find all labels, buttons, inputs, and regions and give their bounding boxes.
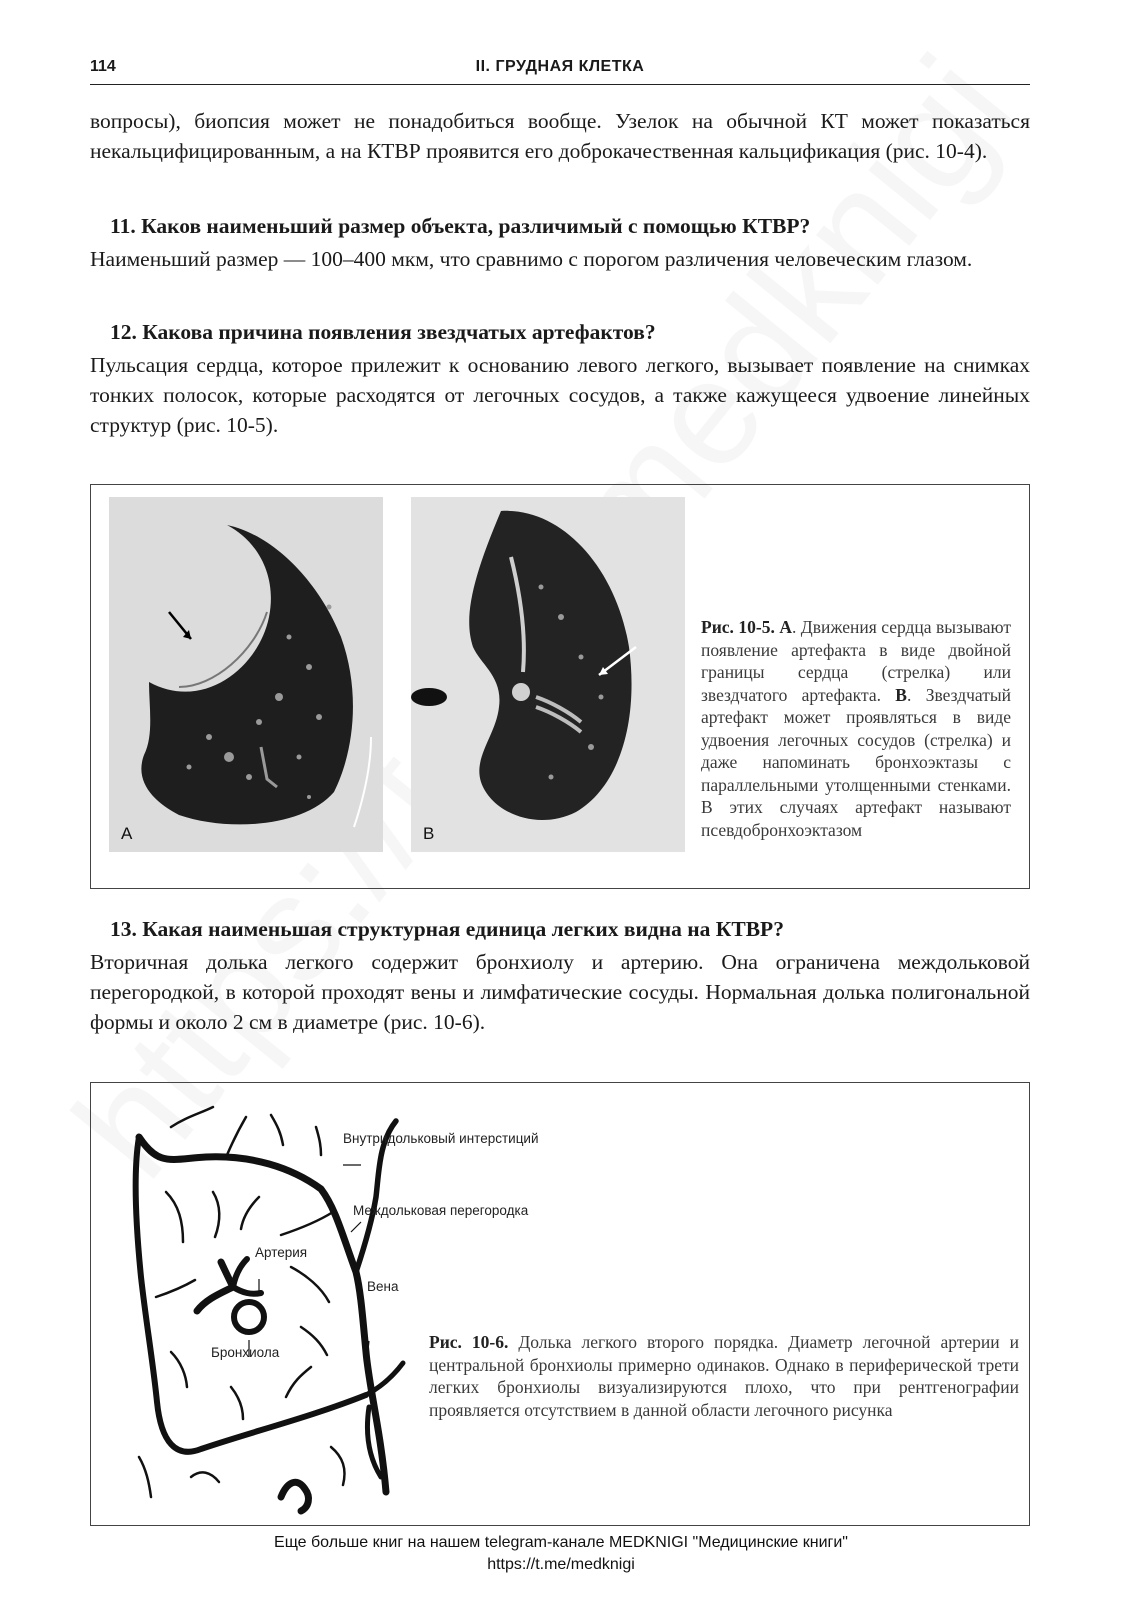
question-11-answer: Наименьший размер — 100–400 мкм, что сравнимо с порогом различения человеческим глазом. [90, 247, 973, 271]
ct-image-b [411, 497, 685, 852]
figure-10-5-caption-a: А [779, 617, 792, 637]
label-bronchiole: Бронхиола [211, 1345, 280, 1360]
figure-10-5-caption-b: В [895, 684, 907, 705]
label-artery: Артерия [255, 1245, 308, 1260]
figure-10-5 [90, 484, 1030, 889]
question-12-answer: Пульсация сердца, которое прилежит к основанию левого легкого, вызывает появление на снимках тонких полосок, которые расходятся от легочных сосудов, а также кажущееся удвоение линейных структур (рис. 10-5). [90, 353, 1030, 437]
question-13-answer: Вторичная долька легкого содержит бронхиолу и артерию. Она ограничена междольковой перегородкой, в которой проходят вены и лимфатические сосуды. Нормальная долька полигональной формы и около 2 см в диаметре (рис. 10-6). [90, 950, 1030, 1034]
lobule-diagram [111, 1097, 541, 1517]
figure-10-5-caption-b-text: . Звездчатый артефакт может проявляться в виде удвоения легочных сосудов (стрелка) и даже напоминать бронхоэктазы с параллельными утолщенными стенками. В этих случаях артефакт называют псевдобронхоэктазом [701, 684, 1011, 840]
footer-link[interactable]: https://t.me/medknigi [487, 1556, 635, 1573]
question-11-title: 11. Каков наименьший размер объекта, различимый с помощью КТВР? [110, 214, 811, 238]
figure-10-6-caption [429, 1331, 1019, 1421]
panel-b-label: B [423, 824, 435, 843]
running-head [90, 56, 1030, 85]
figure-10-5-caption [701, 616, 1011, 841]
question-13-title: 13. Какая наименьшая структурная единица легких видна на КТВР? [110, 917, 784, 941]
label-vein: Вена [367, 1279, 399, 1294]
ct-scan-b-graphic [411, 497, 685, 852]
question-12-title: 12. Какова причина появления звездчатых артефактов? [110, 320, 656, 344]
figure-10-6-caption-lead: Рис. 10-6. [429, 1332, 509, 1352]
lobule-diagram-graphic [111, 1097, 541, 1517]
figure-10-5-caption-a-text: . Движения сердца вызывают появление артефакта в виде двойной границы сердца (стрелка) или звездчатого артефакта. [701, 617, 1011, 705]
ct-image-a [109, 497, 383, 852]
footer-promo-line: Еще больше книг на нашем telegram-канале MEDKNIGI "Медицинские книги" [274, 1534, 848, 1551]
label-interlobular-septum: Междольковая перегородка [353, 1203, 529, 1218]
figure-10-6-caption-text: Долька легкого второго порядка. Диаметр легочной артерии и центральной бронхиолы примерно одинаков. Однако в периферической трети легких бронхиолы визуализируются плохо, что при рентгенографии проявляется отсутствием в данной области легочного рисунка [429, 1332, 1019, 1420]
intro-paragraph: вопросы), биопсия может не понадобиться вообще. Узелок на обычной КТ может показаться некальцифицированным, а на КТВР проявится его доброкачественная кальцификация (рис. 10-4). [90, 109, 1030, 163]
label-intralobular-interstitium: Внутридольковый интерстиций [343, 1131, 539, 1146]
page-number: 114 [90, 58, 116, 75]
ct-scan-a-graphic [109, 497, 383, 852]
chapter-title: II. ГРУДНАЯ КЛЕТКА [475, 58, 645, 75]
figure-10-5-caption-lead: Рис. 10-5. [701, 617, 775, 637]
panel-a-label: A [121, 824, 133, 843]
figure-10-6 [90, 1082, 1030, 1526]
